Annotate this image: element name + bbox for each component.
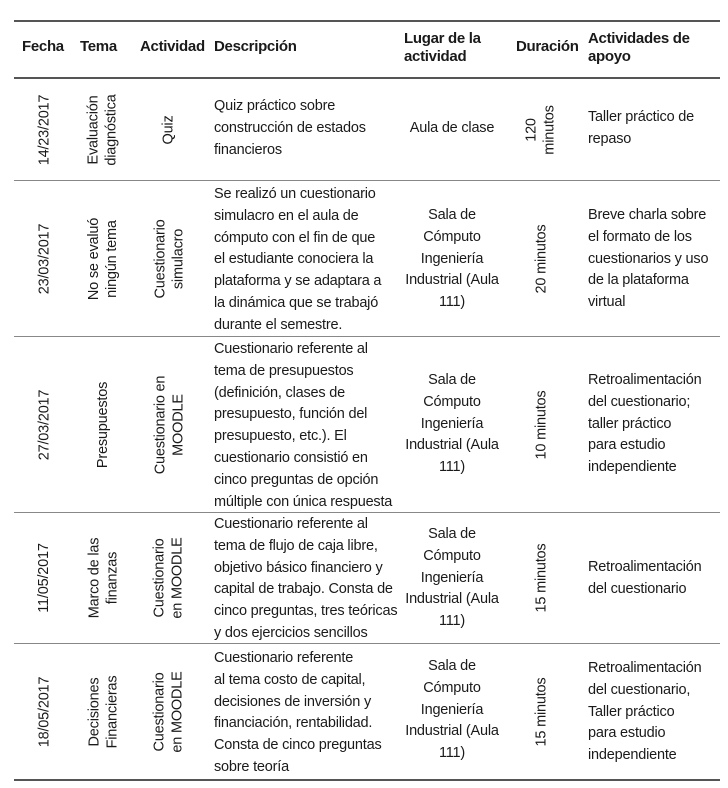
duracion-line: 15 minutos [533, 543, 549, 613]
cell-actividad [144, 513, 194, 643]
lugar-line: Sala de [428, 207, 476, 223]
lugar-line: 111) [438, 745, 466, 762]
fecha-text: 14/23/2017 [36, 94, 53, 166]
cell-apoyo [588, 658, 701, 767]
actividad-line: Cuestionario [152, 538, 169, 618]
header-lugar [404, 30, 481, 66]
descripcion-line: la dinámica que se trabajó [214, 294, 379, 311]
cell-fecha [22, 644, 66, 779]
tema-line: Marco de las [86, 537, 103, 619]
apoyo-line: de la plataforma [588, 272, 689, 289]
header-lugar-line: actividad [404, 48, 467, 65]
cell-tema [76, 337, 130, 512]
descripcion-line: cinco preguntas de opción [214, 471, 379, 488]
header-fecha: Fecha [22, 38, 64, 55]
cell-fecha [22, 181, 66, 336]
descripcion-line: capital de trabajo. Consta de [214, 581, 393, 598]
apoyo-line: Taller práctico [588, 703, 675, 720]
fecha-text: 11/05/2017 [36, 543, 52, 613]
fecha-text: 23/03/2017 [36, 223, 53, 294]
cell-lugar [398, 205, 506, 314]
apoyo-line: del cuestionario [588, 580, 687, 597]
cell-fecha [22, 513, 66, 643]
descripcion-line: cómputo con el fin de que [214, 229, 376, 246]
cell-actividad [144, 337, 194, 512]
cell-tema [76, 513, 130, 643]
cell-tema [76, 181, 130, 336]
tema-line: Evaluación [86, 95, 103, 165]
apoyo-line: del cuestionario, [588, 681, 691, 698]
lugar-line: Industrial (Aula [405, 272, 499, 289]
apoyo-line: repaso [588, 130, 632, 147]
lugar-line: 111) [438, 459, 466, 476]
apoyo-line: del cuestionario; [588, 393, 691, 410]
apoyo-line: independiente [588, 459, 677, 476]
apoyo-line: Retroalimentación [588, 372, 702, 388]
lugar-line: Industrial (Aula [405, 723, 499, 740]
apoyo-line: independiente [588, 747, 677, 764]
descripcion-line: decisiones de inversión y [214, 693, 372, 710]
descripcion-line: (definición, clases de [214, 384, 346, 401]
top-rule [14, 20, 720, 22]
tema-line: Presupuestos [95, 381, 112, 468]
cell-apoyo [588, 205, 708, 314]
apoyo-line: para estudio [588, 437, 666, 454]
descripcion-line: simulacro en el aula de [214, 207, 359, 224]
descripcion-line: durante el semestre. [214, 316, 343, 333]
apoyo-line: para estudio [588, 725, 666, 742]
apoyo-line: Retroalimentación [588, 559, 702, 575]
cell-descripcion [214, 184, 381, 337]
lugar-line: Sala de [428, 658, 476, 674]
cell-apoyo [588, 557, 701, 601]
descripcion-line: cuestionario consistió en [214, 449, 368, 466]
descripcion-line: al tema costo de capital, [214, 671, 366, 688]
cell-tema [76, 644, 130, 779]
cell-duracion [514, 80, 568, 180]
descripcion-line: presupuesto, función del [214, 406, 368, 423]
lugar-line: Ingeniería [420, 250, 484, 267]
descripcion-line: tema de flujo de caja libre, [214, 537, 378, 554]
apoyo-line: Taller práctico de [588, 109, 695, 125]
apoyo-line: Breve charla sobre [588, 207, 707, 223]
descripcion-line: financieros [214, 141, 282, 158]
cell-actividad [144, 181, 194, 336]
descripcion-line: Quiz práctico sobre [214, 98, 336, 114]
header-apoyo-line: Actividades de [588, 30, 690, 47]
descripcion-line: Consta de cinco preguntas [214, 737, 382, 754]
descripcion-line: el estudiante conociera la [214, 251, 374, 268]
duracion-line: 20 minutos [533, 224, 549, 293]
tema-line: diagnóstica [104, 94, 121, 166]
descripcion-line: Cuestionario referente al [214, 341, 368, 357]
duracion-line: 120 [524, 118, 540, 142]
header-apoyo-line: apoyo [588, 48, 631, 65]
actividad-line: Cuestionario [152, 671, 169, 752]
descripcion-line: cinco preguntas, tres teóricas [214, 603, 398, 620]
header-tema: Tema [80, 38, 117, 55]
header-actividad: Actividad [140, 38, 205, 55]
tema-line: finanzas [104, 551, 121, 605]
descripcion-line: múltiple con única respuesta [214, 493, 393, 510]
header-rule [14, 77, 720, 79]
cell-descripcion [214, 514, 397, 645]
actividad-line: MOODLE [170, 393, 187, 456]
cell-fecha [22, 80, 66, 180]
cell-descripcion [214, 648, 382, 779]
cell-lugar [398, 370, 506, 479]
descripcion-line: tema de presupuestos [214, 362, 354, 379]
apoyo-line: taller práctico [588, 415, 672, 432]
fecha-text: 18/05/2017 [36, 676, 53, 747]
cell-duracion [514, 337, 568, 512]
tema-line: Financieras [104, 675, 120, 748]
descripcion-line: Se realizó un cuestionario [214, 186, 376, 202]
descripcion-line: sobre teoría [214, 758, 289, 775]
tema-line: No se evaluó [86, 217, 102, 300]
lugar-line: 111) [438, 613, 466, 630]
descripcion-line: plataforma y se adaptara a [214, 273, 382, 290]
duracion-line: minutos [542, 105, 558, 155]
descripcion-line: financiación, rentabilidad. [214, 715, 373, 732]
tema-line: Decisiones [86, 677, 102, 746]
cell-apoyo [588, 370, 701, 479]
header-lugar-line: Lugar de la [404, 30, 481, 47]
cell-apoyo [588, 107, 694, 151]
actividad-line: Quiz [160, 115, 177, 145]
lugar-line: Cómputo [423, 547, 481, 564]
descripcion-line: objetivo básico financiero y [214, 559, 383, 576]
lugar-line: Sala de [428, 372, 476, 388]
cell-fecha [22, 337, 66, 512]
lugar-line: Sala de [428, 526, 476, 542]
lugar-line: Ingeniería [420, 569, 484, 586]
actividad-line: Cuestionario [152, 218, 169, 299]
actividad-line: Cuestionario en [152, 375, 169, 474]
fecha-text: 27/03/2017 [36, 389, 53, 460]
bottom-rule [14, 779, 720, 781]
header-apoyo [588, 30, 690, 66]
actividad-line: en MOODLE [170, 670, 187, 753]
actividad-line: en MOODLE [170, 537, 187, 619]
cell-lugar [398, 656, 506, 765]
lugar-line: Industrial (Aula [405, 591, 499, 608]
duracion-line: 15 minutos [533, 677, 549, 746]
lugar-line: Ingeniería [420, 701, 484, 718]
cell-actividad [144, 80, 194, 180]
cell-descripcion [214, 339, 392, 513]
descripcion-line: Cuestionario referente [214, 650, 354, 666]
header-descripcion: Descripción [214, 38, 297, 55]
lugar-line: 111) [438, 294, 466, 311]
apoyo-line: cuestionarios y uso [588, 250, 709, 267]
descripcion-line: presupuesto, etc.). El [214, 428, 347, 445]
cell-lugar [398, 524, 506, 633]
apoyo-line: virtual [588, 294, 626, 311]
cell-duracion [514, 181, 568, 336]
duracion-line: 10 minutos [533, 390, 549, 459]
cell-duracion [514, 644, 568, 779]
descripcion-line: construcción de estados [214, 119, 366, 136]
lugar-line: Aula de clase [409, 120, 495, 136]
lugar-line: Cómputo [423, 679, 481, 696]
cell-tema [76, 80, 130, 180]
lugar-line: Industrial (Aula [405, 437, 499, 454]
cell-actividad [144, 644, 194, 779]
cell-descripcion [214, 96, 366, 161]
descripcion-line: y dos ejercicios sencillos [214, 624, 368, 641]
actividad-line: simulacro [170, 228, 187, 289]
descripcion-line: Cuestionario referente al [214, 516, 368, 532]
tema-line: ningún tema [104, 219, 120, 298]
cell-lugar [398, 118, 506, 140]
lugar-line: Ingeniería [420, 415, 484, 432]
lugar-line: Cómputo [423, 228, 481, 245]
lugar-line: Cómputo [423, 393, 481, 410]
apoyo-line: Retroalimentación [588, 660, 702, 676]
header-duracion: Duración [516, 38, 579, 55]
apoyo-line: el formato de los [588, 228, 692, 245]
cell-duracion [514, 513, 568, 643]
